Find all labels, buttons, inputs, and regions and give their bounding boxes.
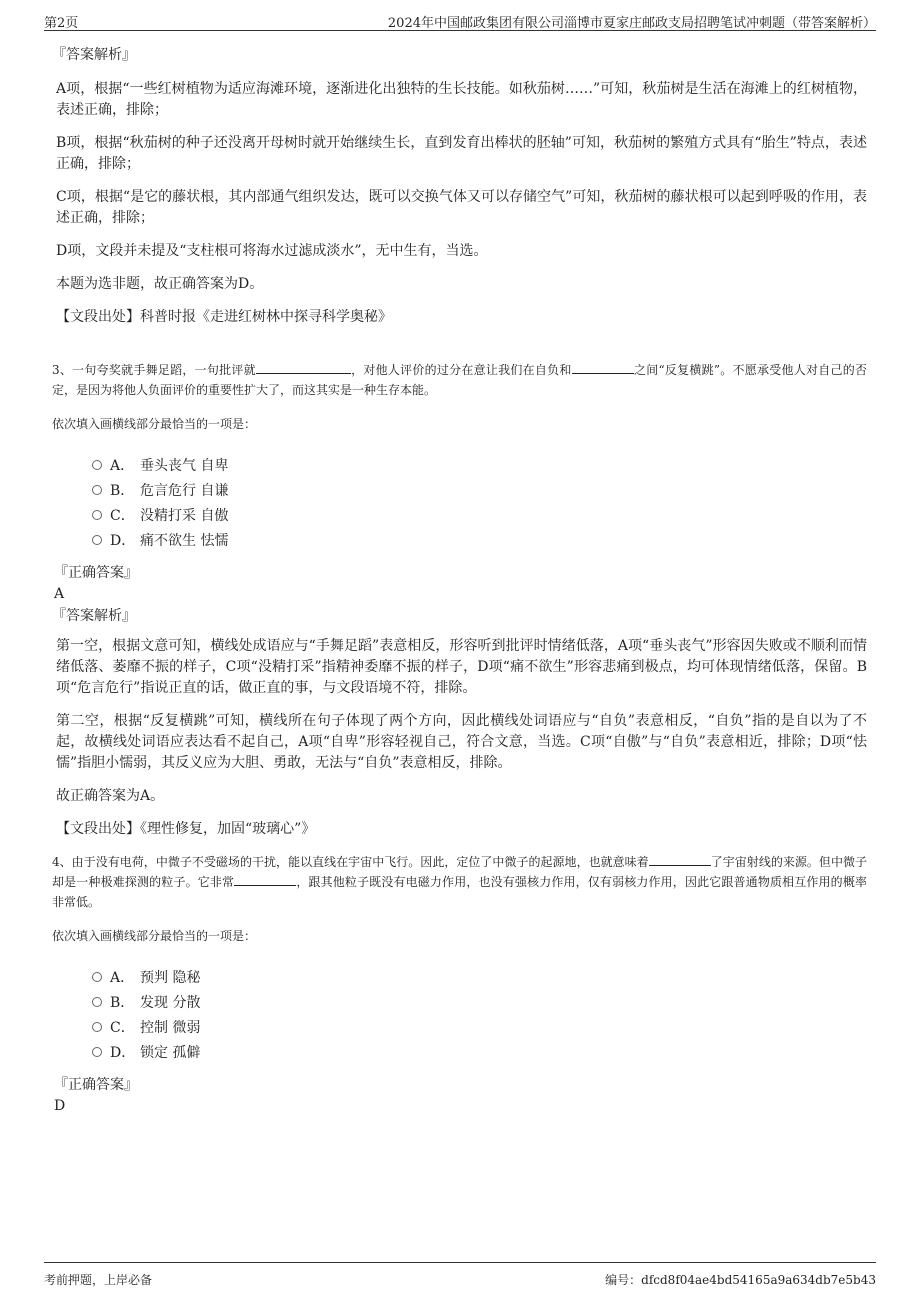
option-d[interactable]: D． 痛不欲生 怯懦 xyxy=(92,527,867,552)
correct-answer-label: 『正确答案』 xyxy=(54,565,138,581)
fill-blank xyxy=(234,873,296,886)
fill-blank xyxy=(572,361,634,374)
analysis-label: 『答案解析』 xyxy=(52,47,136,63)
analysis-para-a: A项，根据“一些红树植物为适应海滩环境，逐渐进化出独特的生长技能。如秋茄树……”可知，秋茄树是生活在海滩上的红树植物，表述正确，排除； xyxy=(56,81,867,118)
analysis-conclusion: 故正确答案为A。 xyxy=(56,788,165,804)
option-b[interactable]: B． 发现 分散 xyxy=(92,989,867,1014)
radio-icon[interactable] xyxy=(92,1022,102,1032)
correct-answer: A xyxy=(54,586,65,602)
question-4-stem: 4、由于没有电荷，中微子不受磁场的干扰，能以直线在宇宙中飞行。因此，定位了中微子的起源地，也就意味着 了宇宙射线的来源。但中微子却是一种极难探测的粒子。它非常 ，跟其他粒子既没有电磁力作用，也没有强核力作用，仅有弱核力作用，因此它跟普通物质相互作用的概率非常低。 xyxy=(52,855,867,909)
page-header xyxy=(44,10,876,31)
option-d[interactable]: D． 锁定 孤僻 xyxy=(92,1039,867,1064)
passage-source: 【文段出处】《理性修复，加固“玻璃心”》 xyxy=(56,821,316,837)
document-body xyxy=(52,45,867,1118)
analysis-para-b: B项，根据“秋茄树的种子还没离开母树时就开始继续生长，直到发育出棒状的胚轴”可知，秋茄树的繁殖方式具有“胎生”特点，表述正确，排除； xyxy=(56,135,867,172)
radio-icon[interactable] xyxy=(92,535,102,545)
page-number: 第2页 xyxy=(44,16,79,31)
correct-answer-label: 『正确答案』 xyxy=(54,1077,138,1093)
analysis-para-c: C项，根据“是它的藤状根，其内部通气组织发达，既可以交换气体又可以存储空气”可知，秋茄树的藤状根可以起到呼吸的作用，表述正确，排除； xyxy=(56,189,867,226)
option-c[interactable]: C． 控制 微弱 xyxy=(92,1014,867,1039)
question-4-options xyxy=(92,964,867,1064)
radio-icon[interactable] xyxy=(92,997,102,1007)
radio-icon[interactable] xyxy=(92,510,102,520)
fill-blank xyxy=(649,853,711,866)
radio-icon[interactable] xyxy=(92,972,102,982)
question-4-prompt: 依次填入画横线部分最恰当的一项是： xyxy=(52,929,257,943)
radio-icon[interactable] xyxy=(92,460,102,470)
option-b[interactable]: B． 危言危行 自谦 xyxy=(92,477,867,502)
analysis-para-2: 第二空，根据“反复横跳”可知，横线所在句子体现了两个方向，因此横线处词语应与“自负”表意相反，“自负”指的是自以为了不起，故横线处词语应表达看不起自己，A项“自卑”形容轻视自己，符合文意，当选。C项“自傲”与“自负”表意相近，排除；D项“怯懦”指胆小懦弱，其反义应为大胆、勇敢，无法与“自负”表意相反，排除。 xyxy=(56,713,867,771)
radio-icon[interactable] xyxy=(92,1047,102,1057)
option-a[interactable]: A． 垂头丧气 自卑 xyxy=(92,452,867,477)
question-3-stem: 3、一句夸奖就手舞足蹈，一句批评就 ，对他人评价的过分在意让我们在自负和 之间“反复横跳”。不愿承受他人对自己的否定，是因为将他人负面评价的重要性扩大了，而这其实是一种生存本能。 xyxy=(52,363,867,397)
question-3-prompt: 依次填入画横线部分最恰当的一项是： xyxy=(52,417,257,431)
option-a[interactable]: A． 预判 隐秘 xyxy=(92,964,867,989)
analysis-conclusion: 本题为选非题，故正确答案为D。 xyxy=(56,276,264,292)
analysis-para-1: 第一空，根据文意可知，横线处成语应与“手舞足蹈”表意相反，形容听到批评时情绪低落，A项“垂头丧气”形容因失败或不顺利而情绪低落、萎靡不振的样子，C项“没精打采”指精神委靡不振的样子，D项“痛不欲生”形容悲痛到极点，均可体现情绪低落，保留。B项“危言危行”指说正直的话，做正直的事，与文段语境不符，排除。 xyxy=(56,638,867,696)
question-3-options xyxy=(92,452,867,552)
radio-icon[interactable] xyxy=(92,485,102,495)
option-c[interactable]: C． 没精打采 自傲 xyxy=(92,502,867,527)
document-id: 编号：dfcd8f04ae4bd54165a9a634db7e5b43 xyxy=(605,1273,876,1287)
page-footer xyxy=(44,1262,876,1287)
passage-source: 【文段出处】科普时报《走进红树林中探寻科学奥秘》 xyxy=(56,309,392,325)
correct-answer: D xyxy=(54,1098,66,1114)
fill-blank xyxy=(256,361,351,374)
analysis-para-d: D项，文段并未提及“支柱根可将海水过滤成淡水”，无中生有，当选。 xyxy=(56,243,488,259)
document-title: 2024年中国邮政集团有限公司淄博市夏家庄邮政支局招聘笔试冲刺题（带答案解析） xyxy=(387,16,876,31)
footer-slogan: 考前押题，上岸必备 xyxy=(44,1273,153,1287)
analysis-label: 『答案解析』 xyxy=(52,608,136,624)
